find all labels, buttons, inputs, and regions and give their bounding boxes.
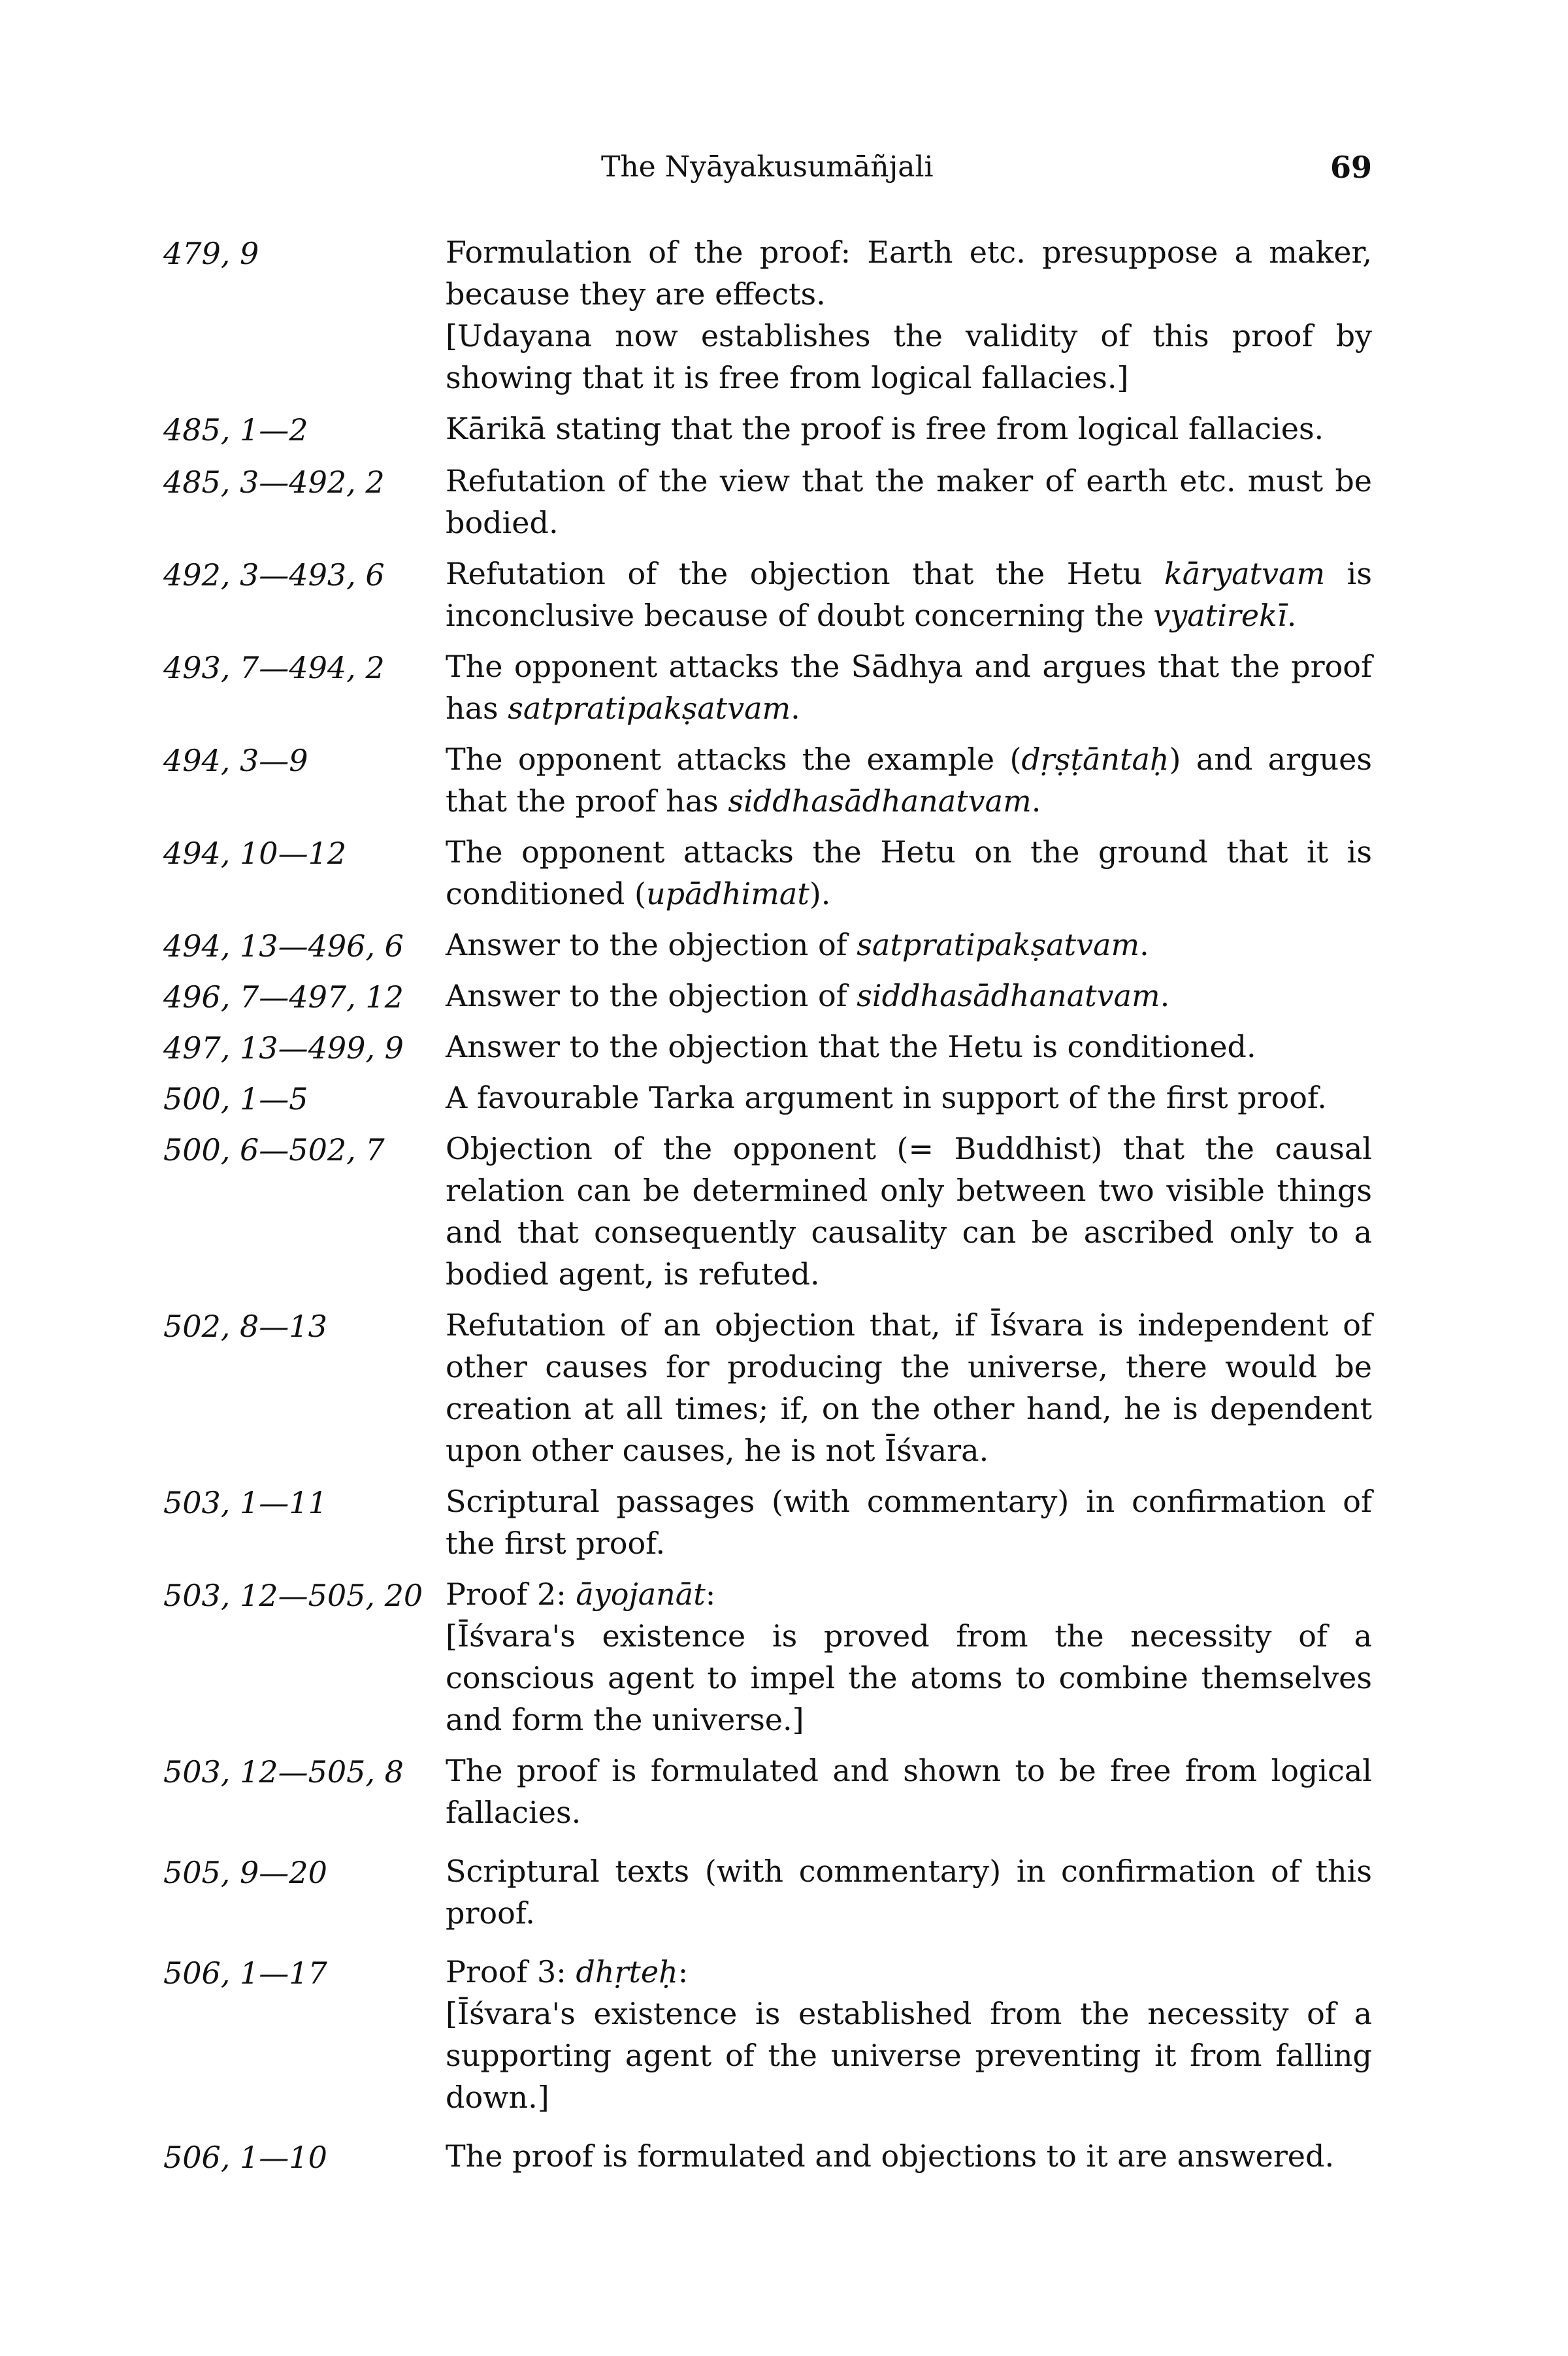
entry-note: [Īśvara's existence is proved from the necessity of a conscious agent to impel the atoms to combine themselves and form the universe.] [446, 1618, 1372, 1737]
entry-text: The opponent attacks the Hetu on the ground that it is conditioned ( [446, 834, 1372, 911]
entry-ref: 496, 7—497, 12 [163, 979, 404, 1015]
entry-desc [446, 924, 1372, 967]
entry-text: . [1160, 978, 1170, 1013]
entry-ref: 503, 12—505, 8 [163, 1754, 404, 1790]
entry-desc: Objection of the opponent (= Buddhist) that the causal relation can be determined only between two visible things and that consequently causality can be ascribed only to a bodied agent, is refuted. [446, 1131, 1372, 1292]
sanskrit-term: kāryatvam [1164, 556, 1326, 591]
entry-desc: Refutation of the view that the maker of earth etc. must be bodied. [446, 463, 1372, 540]
entry-text: : [705, 1577, 716, 1612]
sanskrit-term: satpratipakṣatvam [857, 927, 1140, 962]
entry-ref: 494, 3—9 [163, 743, 308, 778]
index-entry [163, 831, 1372, 915]
entry-text: The opponent attacks the example ( [446, 742, 1022, 777]
entry-desc: The proof is formulated and objections to it are answered. [446, 2138, 1335, 2174]
index-entry [163, 646, 1372, 729]
entry-desc: Kārikā stating that the proof is free from logical fallacies. [446, 411, 1324, 446]
entry-ref: 485, 3—492, 2 [163, 465, 385, 500]
index-entry [163, 1750, 1372, 1833]
index-entry [163, 1481, 1372, 1564]
entry-text: . [791, 691, 800, 726]
entry-desc: Refutation of an objection that, if Īśvara is independent of other causes for producing the universe, there would be creation at all times; if, on the other hand, he is dependent upon other causes, he is not Īśvara. [446, 1307, 1372, 1468]
entry-ref: 500, 1—5 [163, 1081, 308, 1117]
entry-desc [446, 1951, 1372, 2118]
entry-text: Formulation of the proof: Earth etc. presuppose a maker, because they are effects. [446, 235, 1372, 312]
entry-desc [446, 646, 1372, 729]
index-entry [163, 460, 1372, 544]
index-entry [163, 231, 1372, 399]
entry-text: ). [809, 876, 831, 911]
entry-ref: 492, 3—493, 6 [163, 557, 385, 593]
entry-note: [Udayana now establishes the validity of this proof by showing that it is free from logical fallacies.] [446, 318, 1372, 395]
entry-ref: 497, 13—499, 9 [163, 1030, 404, 1066]
entry-text: . [1139, 927, 1149, 962]
entry-ref: 505, 9—20 [163, 1855, 327, 1890]
entry-ref: 506, 1—10 [163, 2140, 327, 2175]
entry-desc: The proof is formulated and shown to be free from logical fallacies. [446, 1753, 1372, 1830]
sanskrit-term: siddhasādhanatvam [857, 978, 1160, 1013]
sanskrit-term: satpratipakṣatvam [508, 691, 791, 726]
index-entry [163, 408, 1372, 451]
entry-desc [446, 553, 1372, 636]
entry-text: . [1031, 783, 1041, 819]
index-entry [163, 975, 1372, 1018]
entry-desc: Answer to the objection that the Hetu is conditioned. [446, 1029, 1256, 1064]
entry-ref: 503, 12—505, 20 [163, 1578, 423, 1613]
entry-ref: 506, 1—17 [163, 1955, 327, 1991]
entry-text: Refutation of the objection that the Hetu [446, 556, 1164, 591]
page-number: 69 [1330, 150, 1372, 185]
entry-ref: 500, 6—502, 7 [163, 1132, 385, 1168]
sanskrit-term: upādhimat [646, 876, 809, 911]
entry-desc [446, 231, 1372, 399]
running-title: The Nyāyakusumāñjali [601, 150, 934, 184]
entry-text: . [1286, 598, 1297, 633]
entry-text: Proof 2: [446, 1577, 576, 1612]
entry-ref: 494, 13—496, 6 [163, 928, 404, 964]
entry-ref: 502, 8—13 [163, 1309, 327, 1344]
entry-text: Proof 3: [446, 1954, 576, 1989]
entry-text: ) and argues that the proof has [446, 742, 1372, 819]
entry-desc [446, 831, 1372, 915]
index-entries [163, 231, 1372, 2178]
index-entry [163, 1850, 1372, 1934]
index-entry [163, 1128, 1372, 1295]
index-entry [163, 1026, 1372, 1069]
entry-ref: 485, 1—2 [163, 412, 308, 448]
entry-text: is inconclusive because of doubt concerning the [446, 556, 1372, 633]
entry-text: Answer to the objection of [446, 978, 857, 1013]
sanskrit-term: āyojanāt [576, 1577, 706, 1612]
index-entry [163, 924, 1372, 967]
sanskrit-term: dṛṣṭāntaḥ [1021, 742, 1169, 777]
index-entry [163, 2135, 1372, 2178]
sanskrit-term: vyatirekī [1153, 598, 1287, 633]
sanskrit-term: siddhasādhanatvam [728, 783, 1032, 819]
entry-desc [446, 1573, 1372, 1741]
sanskrit-term: dhṛteḥ [576, 1954, 678, 1989]
entry-desc: Scriptural texts (with commentary) in confirmation of this proof. [446, 1854, 1372, 1931]
entry-desc: A favourable Tarka argument in support of the first proof. [446, 1080, 1327, 1115]
index-entry [163, 738, 1372, 822]
entry-ref: 479, 9 [163, 236, 259, 271]
index-entry [163, 1951, 1372, 2118]
entry-ref: 494, 10—12 [163, 836, 347, 871]
entry-desc: Scriptural passages (with commentary) in confirmation of the first proof. [446, 1484, 1372, 1561]
entry-ref: 493, 7—494, 2 [163, 650, 385, 685]
entry-text: The opponent attacks the Sādhya and argues that the proof has [446, 649, 1372, 726]
entry-note: [Īśvara's existence is established from the necessity of a supporting agent of the universe preventing it from falling down.] [446, 1996, 1372, 2115]
index-entry [163, 1077, 1372, 1120]
entry-text: : [678, 1954, 689, 1989]
entry-desc [446, 738, 1372, 822]
index-entry [163, 1573, 1372, 1741]
index-entry [163, 1304, 1372, 1471]
index-entry [163, 553, 1372, 636]
entry-ref: 503, 1—11 [163, 1485, 327, 1520]
entry-desc [446, 975, 1372, 1018]
entry-text: Answer to the objection of [446, 927, 857, 962]
